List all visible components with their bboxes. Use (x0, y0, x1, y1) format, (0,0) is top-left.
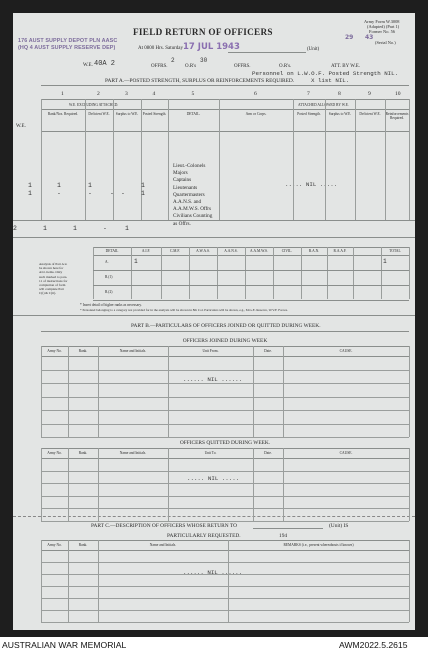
table-row (41, 383, 409, 384)
we-value: 40A 2 (94, 60, 116, 68)
column-header: Reinforcements Required. (385, 112, 409, 121)
analysis-border (93, 247, 409, 248)
attached-nil: ..... NIL ..... (285, 181, 338, 188)
rank-row-value: 1 (141, 190, 145, 197)
grid-line (381, 247, 382, 299)
grid-line (41, 99, 42, 220)
rank-row-value: - (110, 190, 114, 197)
adapted-label: (Adapted) (Part 1) (367, 24, 400, 29)
rank-row-value: 1 (141, 182, 145, 189)
table-row (41, 562, 409, 563)
total-value: - (103, 225, 107, 232)
column-number: 10 (395, 91, 401, 97)
ors-value: 30 (200, 57, 208, 64)
total-value: 1 (73, 225, 77, 232)
grid-line (131, 247, 132, 299)
grid-line (68, 448, 69, 521)
column-header: Deficient W.E. (88, 112, 110, 116)
grid-line (41, 448, 42, 521)
table-row (41, 424, 409, 425)
analysis-header: A.I.F. (141, 249, 151, 253)
column-number: 2 (97, 91, 100, 97)
column-number: 4 (152, 91, 156, 97)
table-row (41, 610, 409, 611)
part-c-requested: PARTICULARLY REQUESTED. (167, 533, 241, 539)
grid-line (409, 99, 410, 220)
table-row (41, 521, 409, 522)
table-column-header: CAUSE. (339, 451, 353, 455)
analysis-note: Analysis of Part A to be shown here for ALL items. Only such marked to para. 11 of instructions for completion of form will complete Part C(i) & C(ii). (39, 262, 68, 296)
grid-line (219, 99, 220, 220)
grid-line (293, 99, 294, 220)
analysis-header: DETAIL (105, 249, 119, 253)
rank-row-value: 1 (88, 182, 92, 189)
grid-line (93, 247, 94, 299)
grid-line (113, 99, 114, 220)
total-value: 2 (13, 225, 17, 232)
column-header: Arm or Corps. (245, 112, 267, 116)
field-return-form (13, 13, 415, 630)
ors-label: O.R's (185, 64, 197, 69)
table-border (41, 356, 409, 357)
grid-line (168, 99, 169, 220)
grid-line (189, 247, 190, 299)
table-row (41, 471, 409, 472)
footnote-2: * Personnel belonging to a category not provided for in the analysis will be shown in 8th Col. Particulars will be shown, e.g., M.G.E. Reserve, W.V.F. Forces. (80, 308, 288, 312)
grid-line (273, 247, 274, 299)
rank-row-value: 1 (57, 182, 61, 189)
rank-label: Captains (173, 177, 192, 184)
table-column-header: CAUSE. (339, 349, 353, 353)
column-header: Surplus to W.E. (328, 112, 352, 116)
table-column-header: Rank. (78, 451, 88, 455)
column-number: 1 (61, 91, 64, 97)
army-form-label: Army Form W.3008 (364, 19, 400, 24)
table-column-header: Name and Initials. (119, 349, 147, 353)
part-c-unit-label: (Unit) IS (329, 523, 349, 529)
column-number: 9 (368, 91, 371, 97)
analysis-header: A.A.M.W.S. (250, 249, 268, 253)
part-a-title: PART A.—POSTED STRENGTH, SURPLUS OR REINFORCEMENTS REQUIRED. (105, 78, 295, 84)
date-stamp: 17 JUL 1943 (183, 42, 240, 52)
table-border (41, 346, 409, 347)
analysis-row-label: R.(2) (105, 290, 113, 294)
grid-line (98, 448, 99, 521)
grid-line (409, 448, 410, 521)
table-row (41, 437, 409, 438)
table-row (41, 508, 409, 509)
table-column-header: Army No. (47, 349, 62, 353)
analysis-header: R.A.A.F. (333, 249, 347, 253)
rank-row-value: 1 (28, 190, 32, 197)
table-border (41, 550, 409, 551)
grid-line (409, 247, 410, 299)
rank-row-value: 1 (28, 182, 32, 189)
column-header: Deficient W.E. (359, 112, 381, 116)
grid-line (301, 247, 302, 299)
column-number: 7 (307, 91, 310, 97)
column-header: DETAIL. (186, 112, 201, 116)
grid-line (325, 99, 326, 220)
grid-line (217, 247, 218, 299)
table-row (41, 483, 409, 484)
column-number: 3 (125, 91, 128, 97)
rank-label: Civilians Counting (173, 213, 213, 220)
part-c-title: PART C.—DESCRIPTION OF OFFICERS WHOSE RETURN TO (91, 523, 238, 529)
rank-label: A.A.N.S. and (173, 199, 202, 205)
analysis-row-label: R.(1) (105, 275, 113, 279)
table-column-header: Date. (264, 451, 272, 455)
table-border (41, 540, 409, 541)
footer-accession: AWM2022.5.2615 (339, 640, 408, 650)
table-row (41, 574, 409, 575)
grid-line (168, 448, 169, 521)
part-c-nil: ...... NIL ...... (183, 569, 243, 576)
offrs-label: OFFRS. (151, 64, 168, 69)
grid-line (245, 247, 246, 299)
joined-nil: ...... NIL ...... (183, 376, 243, 383)
grid-line (327, 247, 328, 299)
analysis-header: C.M.F. (170, 249, 180, 253)
quitted-title: OFFICERS QUITTED DURING WEEK. (179, 440, 271, 446)
part-b-title: PART B.—PARTICULARS OF OFFICERS JOINED OR QUITTED DURING WEEK. (131, 323, 321, 329)
grid-line (85, 99, 86, 220)
attached-allowed-header: ATTACHED ALLOWED BY W.E. (298, 103, 349, 107)
unit-label: (Unit) (307, 47, 320, 52)
quitted-nil: ..... NIL ..... (187, 475, 240, 482)
rank-label: as Offrs. (173, 220, 191, 227)
table-row (41, 370, 409, 371)
ors-label-2: O.R's. (279, 64, 292, 69)
table-column-header: Rank. (78, 349, 88, 353)
grid-line (355, 99, 356, 220)
rank-label: Lieutenants (173, 184, 198, 191)
hours-label: At 0800 Hrs. Saturday (138, 46, 183, 51)
analysis-a-total: 1 (383, 258, 387, 265)
table-row (41, 496, 409, 497)
serial-number-2: 43 (365, 34, 374, 41)
total-value: 1 (43, 225, 47, 232)
offrs-value: 2 (171, 57, 175, 64)
table-border (41, 458, 409, 459)
table-column-header: Unit From. (202, 349, 219, 353)
part-c-year: 194 (279, 533, 288, 539)
footer-credit: AUSTRALIAN WAR MEMORIAL (2, 640, 127, 650)
we-row-label: W.E. (16, 124, 26, 129)
grid-line (161, 247, 162, 299)
footnote-1: * Insert detail of higher ranks as necessary. (80, 303, 142, 307)
table-row (41, 397, 409, 398)
form-title: FIELD RETURN OF OFFICERS (133, 27, 273, 37)
rank-label: Majors (173, 170, 188, 177)
table-column-header: Army No. (47, 451, 62, 455)
joined-title: OFFICERS JOINED DURING WEEK (182, 338, 268, 344)
analysis-row-line (93, 270, 409, 271)
serial-number: 29 (345, 34, 354, 41)
column-header: Rank/Nos. Required. (47, 112, 79, 116)
column-header: Surplus to W.E. (115, 112, 139, 116)
unit-stamp-line-1: 176 AUST SUPPLY DEPOT PLN AASC (18, 38, 118, 44)
analysis-row-line (93, 285, 409, 286)
analysis-header: TOTAL (389, 249, 401, 253)
column-number: 5 (191, 91, 195, 97)
table-column-header: Name and Initials. (149, 543, 177, 547)
analysis-header: A.A.N.S. (224, 249, 238, 253)
total-value: 1 (125, 225, 129, 232)
analysis-header: CIVIL. (281, 249, 293, 253)
table-row (41, 586, 409, 587)
analysis-header: A.W.A.S. (196, 249, 210, 253)
unit-stamp-line-2: (HQ 4 AUST SUPPLY RESERVE DEP) (18, 45, 116, 51)
rank-label: Lieut.-Colonels (173, 163, 206, 169)
column-number: 6 (254, 91, 257, 97)
rank-row-value: - (57, 190, 61, 197)
table-column-header: Rank. (78, 543, 88, 547)
grid-line (353, 247, 354, 299)
table-row (41, 410, 409, 411)
table-column-header: Unit To. (204, 451, 217, 455)
grid-line (253, 448, 254, 521)
grid-line (409, 346, 410, 437)
rank-row-value: - (121, 190, 125, 197)
x-list-note: X list NIL. (311, 77, 350, 84)
column-header: Posted Strength. (142, 112, 167, 116)
att-label: ATT. BY W.E. (331, 64, 361, 69)
we-excluding-attached-header: W.E. EXCLUDING ATTACHED. (69, 103, 119, 107)
we-label: W.E. (83, 63, 93, 68)
serial-label: (Serial No.) (375, 40, 396, 45)
column-number: 8 (338, 91, 341, 97)
table-column-header: Name and Initials. (119, 451, 147, 455)
offrs-label-2: OFFRS. (234, 64, 251, 69)
grid-line (141, 99, 142, 220)
personnel-note: Personnel on L.W.O.F. Posted Strength NIL. (252, 70, 399, 77)
rank-label: A.A.M.W.S. Offrs (173, 206, 212, 213)
analysis-row-label: A. (105, 260, 109, 264)
analysis-a-aif: 1 (134, 258, 138, 265)
analysis-border (93, 255, 409, 256)
analysis-row-line (93, 300, 409, 301)
table-row (41, 622, 409, 623)
form-number-label: Former No. 56 (369, 29, 395, 34)
column-header: Posted Strength. (297, 112, 321, 116)
grid-line (283, 448, 284, 521)
table-row (41, 598, 409, 599)
table-column-header: Army No. (47, 543, 62, 547)
rank-row-value: - (88, 190, 92, 197)
table-border (41, 448, 409, 449)
grid-line (409, 540, 410, 622)
rank-label: Quartermasters (173, 191, 205, 198)
analysis-header: R.A.N. (308, 249, 320, 253)
table-column-header: Date. (264, 349, 272, 353)
table-column-header: REMARKS (i.e., present whereabouts if known) (283, 543, 354, 547)
